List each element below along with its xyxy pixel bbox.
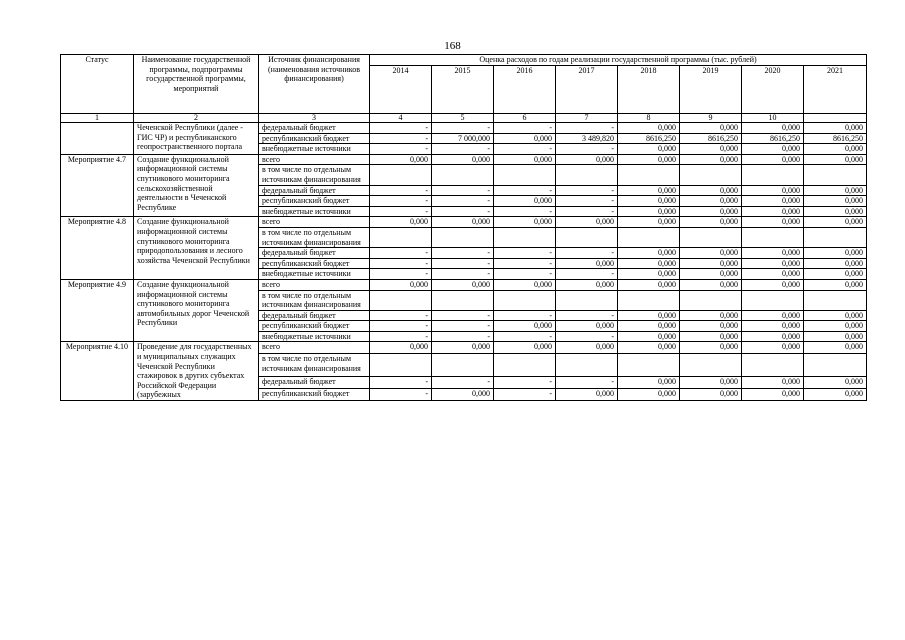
amount-cell: - [556, 123, 618, 134]
amount-cell: 0,000 [680, 310, 742, 321]
amount-cell: 0,000 [804, 342, 867, 354]
amount-cell: 0,000 [804, 206, 867, 217]
amount-cell: - [556, 144, 618, 155]
amount-cell: - [432, 310, 494, 321]
amount-cell: 0,000 [432, 154, 494, 165]
activity-name-cell: Создание функциональной информационной системы спутникового мониторинга природопользования и лесного хозяйства Чеченской Республики [134, 217, 259, 280]
amount-cell: 0,000 [804, 269, 867, 280]
amount-cell: 0,000 [804, 331, 867, 342]
amount-cell: - [432, 377, 494, 389]
amount-cell: - [370, 206, 432, 217]
amount-cell: 0,000 [556, 154, 618, 165]
column-number-row [61, 114, 867, 123]
amount-cell: - [494, 123, 556, 134]
funding-source-cell: внебюджетные источники [259, 269, 370, 280]
amount-cell: 0,000 [680, 144, 742, 155]
amount-cell: - [370, 310, 432, 321]
amount-cell: 0,000 [680, 269, 742, 280]
amount-cell: - [432, 185, 494, 196]
amount-cell: - [556, 269, 618, 280]
amount-cell [618, 165, 680, 185]
funding-source-cell: федеральный бюджет [259, 310, 370, 321]
amount-cell: 0,000 [742, 154, 804, 165]
amount-cell [370, 165, 432, 185]
amount-cell: 0,000 [680, 389, 742, 401]
table-row [61, 279, 867, 290]
amount-cell: 0,000 [680, 279, 742, 290]
amount-cell: 0,000 [494, 154, 556, 165]
amount-cell: - [494, 248, 556, 259]
column-number: 4 [370, 114, 432, 123]
amount-cell: - [494, 389, 556, 401]
amount-cell [432, 227, 494, 247]
funding-source-cell: федеральный бюджет [259, 123, 370, 134]
amount-cell: 0,000 [804, 248, 867, 259]
amount-cell: - [370, 248, 432, 259]
funding-source-cell: всего [259, 342, 370, 354]
header-row [61, 55, 867, 66]
funding-source-cell: федеральный бюджет [259, 377, 370, 389]
header-status: Статус [61, 55, 134, 114]
amount-cell [742, 165, 804, 185]
budget-table [60, 54, 867, 401]
amount-cell: 0,000 [618, 144, 680, 155]
amount-cell: 0,000 [742, 331, 804, 342]
amount-cell [804, 165, 867, 185]
amount-cell: 0,000 [742, 248, 804, 259]
amount-cell [556, 165, 618, 185]
amount-cell: 0,000 [618, 321, 680, 332]
funding-source-cell: всего [259, 279, 370, 290]
amount-cell: 0,000 [556, 258, 618, 269]
amount-cell: 0,000 [618, 196, 680, 207]
amount-cell: 0,000 [680, 331, 742, 342]
amount-cell: 0,000 [432, 389, 494, 401]
amount-cell: - [556, 377, 618, 389]
activity-name-cell: Создание функциональной информационной системы спутникового мониторинга сельскохозяйственной деятельности в Чеченской Республике [134, 154, 259, 217]
amount-cell: 0,000 [370, 217, 432, 228]
amount-cell [742, 227, 804, 247]
amount-cell: 0,000 [804, 310, 867, 321]
amount-cell: - [432, 196, 494, 207]
amount-cell: - [370, 331, 432, 342]
column-number: 7 [556, 114, 618, 123]
amount-cell: 0,000 [494, 321, 556, 332]
amount-cell [804, 290, 867, 310]
amount-cell: 0,000 [556, 217, 618, 228]
amount-cell: 0,000 [742, 144, 804, 155]
amount-cell: - [370, 269, 432, 280]
amount-cell: 0,000 [742, 310, 804, 321]
table-row [61, 123, 867, 134]
column-number: 10 [742, 114, 804, 123]
amount-cell: - [370, 133, 432, 144]
amount-cell: - [370, 321, 432, 332]
year-header: 2021 [804, 66, 867, 114]
page-number: 168 [444, 40, 461, 52]
amount-cell [432, 165, 494, 185]
amount-cell: 0,000 [680, 342, 742, 354]
amount-cell: - [494, 377, 556, 389]
funding-source-cell: в том числе по отдельным источникам финансирования [259, 354, 370, 377]
amount-cell: 0,000 [742, 389, 804, 401]
amount-cell: 0,000 [742, 377, 804, 389]
amount-cell: 0,000 [804, 154, 867, 165]
amount-cell [680, 354, 742, 377]
amount-cell: - [494, 144, 556, 155]
amount-cell: 0,000 [804, 196, 867, 207]
amount-cell: 0,000 [556, 321, 618, 332]
amount-cell: 0,000 [804, 144, 867, 155]
amount-cell: - [494, 310, 556, 321]
amount-cell: 0,000 [680, 321, 742, 332]
amount-cell: 0,000 [680, 154, 742, 165]
amount-cell: - [432, 123, 494, 134]
funding-source-cell: республиканский бюджет [259, 133, 370, 144]
amount-cell: - [370, 258, 432, 269]
amount-cell: 0,000 [804, 123, 867, 134]
amount-cell: - [432, 248, 494, 259]
amount-cell: - [370, 196, 432, 207]
amount-cell [370, 290, 432, 310]
amount-cell: - [556, 310, 618, 321]
funding-source-cell: всего [259, 217, 370, 228]
amount-cell [804, 354, 867, 377]
year-header: 2016 [494, 66, 556, 114]
amount-cell: 0,000 [494, 342, 556, 354]
amount-cell: 0,000 [742, 279, 804, 290]
amount-cell: 3 489,820 [556, 133, 618, 144]
amount-cell: - [556, 248, 618, 259]
amount-cell: 0,000 [618, 217, 680, 228]
amount-cell: 0,000 [742, 321, 804, 332]
amount-cell: 0,000 [680, 258, 742, 269]
amount-cell: 0,000 [680, 248, 742, 259]
amount-cell [370, 227, 432, 247]
amount-cell: 0,000 [804, 377, 867, 389]
amount-cell: 0,000 [618, 331, 680, 342]
year-header: 2015 [432, 66, 494, 114]
amount-cell: 0,000 [680, 206, 742, 217]
funding-source-cell: внебюджетные источники [259, 331, 370, 342]
amount-cell: 8616,250 [680, 133, 742, 144]
amount-cell: 0,000 [742, 217, 804, 228]
amount-cell: 0,000 [804, 185, 867, 196]
amount-cell: 0,000 [556, 279, 618, 290]
column-number: 2 [134, 114, 259, 123]
amount-cell: 0,000 [494, 217, 556, 228]
amount-cell: - [556, 185, 618, 196]
table-row [61, 154, 867, 165]
amount-cell: - [432, 321, 494, 332]
column-number: 8 [618, 114, 680, 123]
amount-cell [618, 227, 680, 247]
amount-cell: 0,000 [618, 185, 680, 196]
amount-cell [742, 354, 804, 377]
funding-source-cell: республиканский бюджет [259, 258, 370, 269]
amount-cell: 0,000 [618, 258, 680, 269]
amount-cell: 0,000 [556, 342, 618, 354]
funding-source-cell: всего [259, 154, 370, 165]
amount-cell: 0,000 [680, 123, 742, 134]
amount-cell: 0,000 [742, 123, 804, 134]
funding-source-cell: в том числе по отдельным источникам финансирования [259, 290, 370, 310]
amount-cell: - [494, 258, 556, 269]
amount-cell: 0,000 [680, 185, 742, 196]
year-header: 2017 [556, 66, 618, 114]
amount-cell: 0,000 [618, 310, 680, 321]
amount-cell: - [494, 185, 556, 196]
amount-cell: 0,000 [618, 154, 680, 165]
amount-cell [742, 290, 804, 310]
amount-cell: 0,000 [804, 321, 867, 332]
column-number: 6 [494, 114, 556, 123]
amount-cell: - [432, 206, 494, 217]
funding-source-cell: республиканский бюджет [259, 196, 370, 207]
amount-cell: 0,000 [680, 196, 742, 207]
amount-cell: 0,000 [804, 279, 867, 290]
amount-cell: 0,000 [680, 377, 742, 389]
amount-cell: 8616,250 [618, 133, 680, 144]
amount-cell [432, 290, 494, 310]
amount-cell: 0,000 [742, 269, 804, 280]
amount-cell: - [432, 144, 494, 155]
amount-cell: 8616,250 [742, 133, 804, 144]
amount-cell: - [432, 258, 494, 269]
year-header: 2014 [370, 66, 432, 114]
amount-cell: 0,000 [742, 196, 804, 207]
amount-cell: 0,000 [432, 217, 494, 228]
amount-cell: 0,000 [494, 133, 556, 144]
amount-cell: 0,000 [494, 196, 556, 207]
funding-source-cell: внебюджетные источники [259, 144, 370, 155]
amount-cell: - [370, 389, 432, 401]
status-cell: Мероприятие 4.7 [61, 154, 134, 217]
amount-cell: 0,000 [742, 342, 804, 354]
amount-cell: 0,000 [804, 217, 867, 228]
amount-cell: 7 000,000 [432, 133, 494, 144]
amount-cell: - [432, 331, 494, 342]
amount-cell [494, 354, 556, 377]
year-header: 2020 [742, 66, 804, 114]
amount-cell: - [370, 185, 432, 196]
amount-cell: - [370, 377, 432, 389]
amount-cell [618, 290, 680, 310]
header-estimate: Оценка расходов по годам реализации государственной программы (тыс. рублей) [370, 55, 867, 66]
amount-cell: 0,000 [618, 389, 680, 401]
amount-cell: 8616,250 [804, 133, 867, 144]
amount-cell [494, 290, 556, 310]
status-cell: Мероприятие 4.9 [61, 279, 134, 342]
amount-cell: 0,000 [556, 389, 618, 401]
amount-cell: 0,000 [370, 342, 432, 354]
status-cell: Мероприятие 4.10 [61, 342, 134, 401]
activity-name-cell: Проведение для государственных и муниципальных служащих Чеченской Республики стажировок в других субъектах Российской Федерации (зарубежных [134, 342, 259, 401]
amount-cell [680, 290, 742, 310]
amount-cell: 0,000 [370, 154, 432, 165]
amount-cell: 0,000 [618, 342, 680, 354]
header-name: Наименование государственной программы, подпрограммы государственной программы, мероприятий [134, 55, 259, 114]
table-row [61, 217, 867, 228]
amount-cell: 0,000 [618, 206, 680, 217]
column-number: 3 [259, 114, 370, 123]
amount-cell: - [370, 144, 432, 155]
amount-cell: 0,000 [618, 123, 680, 134]
amount-cell: 0,000 [804, 258, 867, 269]
activity-name-cell: Создание функциональной информационной системы спутникового мониторинга автомобильных дорог Чеченской Республики [134, 279, 259, 342]
year-header: 2019 [680, 66, 742, 114]
amount-cell [618, 354, 680, 377]
amount-cell [680, 227, 742, 247]
status-cell: Мероприятие 4.8 [61, 217, 134, 280]
amount-cell [556, 354, 618, 377]
amount-cell: 0,000 [742, 206, 804, 217]
amount-cell [432, 354, 494, 377]
amount-cell: - [556, 206, 618, 217]
amount-cell [556, 227, 618, 247]
amount-cell: - [494, 269, 556, 280]
activity-name-cell: Чеченской Республики (далее - ГИС ЧР) и республиканского геопространственного портала [134, 123, 259, 155]
status-cell [61, 123, 134, 155]
amount-cell [370, 354, 432, 377]
funding-source-cell: федеральный бюджет [259, 185, 370, 196]
year-header: 2018 [618, 66, 680, 114]
funding-source-cell: в том числе по отдельным источникам финансирования [259, 227, 370, 247]
column-number: 9 [680, 114, 742, 123]
amount-cell: - [556, 331, 618, 342]
header-source: Источник финансирования (наименования источников финансирования) [259, 55, 370, 114]
amount-cell: 0,000 [432, 279, 494, 290]
amount-cell: 0,000 [432, 342, 494, 354]
amount-cell: 0,000 [742, 185, 804, 196]
amount-cell: 0,000 [618, 269, 680, 280]
amount-cell: 0,000 [680, 217, 742, 228]
amount-cell: - [432, 269, 494, 280]
amount-cell: 0,000 [618, 377, 680, 389]
amount-cell [680, 165, 742, 185]
amount-cell [494, 165, 556, 185]
amount-cell: - [494, 331, 556, 342]
funding-source-cell: республиканский бюджет [259, 389, 370, 401]
amount-cell: 0,000 [742, 258, 804, 269]
table-row [61, 342, 867, 354]
column-number [804, 114, 867, 123]
amount-cell [804, 227, 867, 247]
amount-cell: - [370, 123, 432, 134]
funding-source-cell: республиканский бюджет [259, 321, 370, 332]
amount-cell: 0,000 [804, 389, 867, 401]
amount-cell [494, 227, 556, 247]
amount-cell: - [494, 206, 556, 217]
funding-source-cell: в том числе по отдельным источникам финансирования [259, 165, 370, 185]
column-number: 5 [432, 114, 494, 123]
amount-cell: 0,000 [618, 279, 680, 290]
funding-source-cell: федеральный бюджет [259, 248, 370, 259]
amount-cell: 0,000 [370, 279, 432, 290]
column-number: 1 [61, 114, 134, 123]
table-body [61, 123, 867, 401]
amount-cell: - [556, 196, 618, 207]
funding-source-cell: внебюджетные источники [259, 206, 370, 217]
amount-cell: 0,000 [618, 248, 680, 259]
amount-cell: 0,000 [494, 279, 556, 290]
amount-cell [556, 290, 618, 310]
